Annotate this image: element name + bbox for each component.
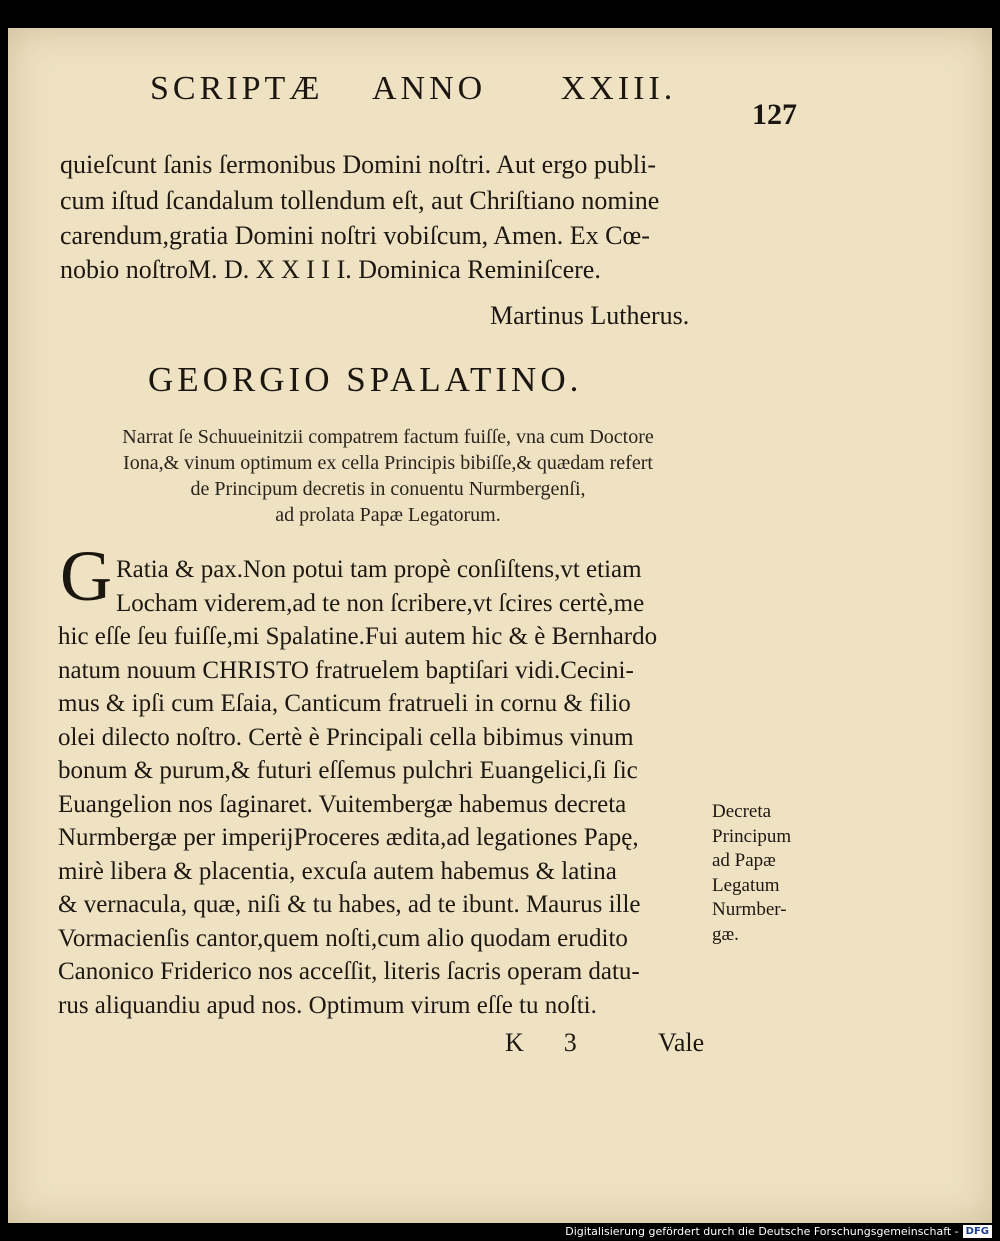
margin-note-line: Principum	[712, 825, 792, 847]
signature: Martinus Lutherus.	[490, 301, 690, 330]
summary-line: de Principum decretis in conuentu Nurmbergenſi,	[190, 478, 586, 500]
text-line: cum iſtud ſcandalum tollendum eſt, aut Chriſtiano nomine	[60, 186, 660, 215]
body-line: Nurmbergæ per imperijProceres ædita,ad legationes Papę,	[58, 824, 639, 851]
margin-note-line: gæ.	[712, 923, 739, 945]
signature-number: 3	[563, 1028, 577, 1057]
running-head-middle: ANNO	[372, 70, 487, 107]
margin-note-line: Decreta	[712, 801, 772, 822]
body-line: hic eſſe ſeu fuiſſe,mi Spalatine.Fui autem hic & è Bernhardo	[58, 623, 658, 650]
body-line: Euangelion nos ſaginaret. Vuitembergæ habemus decreta	[58, 790, 627, 818]
running-head-right: XXIII.	[560, 70, 677, 107]
running-head-left: SCRIPTÆ	[150, 70, 324, 107]
margin-note-line: ad Papæ	[712, 850, 776, 871]
drop-cap: G	[60, 536, 112, 616]
body-line: olei dilecto noſtro. Certè è Principali cella bibimus vinum	[58, 723, 634, 751]
body-line: Ratia & pax.Non potui tam propè conſiſtens,vt etiam	[116, 556, 642, 583]
summary-line: ad prolata Papæ Legatorum.	[275, 504, 501, 526]
body-line: natum nouum CHRISTO fratruelem baptiſari vidi.Cecini-	[58, 656, 634, 684]
text-line: carendum,gratia Domini noſtri vobiſcum, Amen. Ex Cœ-	[60, 221, 650, 250]
text-line: nobio noſtroM. D. X X I I I. Dominica Reminiſcere.	[60, 255, 601, 284]
dfg-logo: DFG	[963, 1225, 992, 1238]
margin-note	[712, 800, 791, 947]
summary-line: Narrat ſe Schuueinitzii compatrem factum fuiſſe, vna cum Doctore	[122, 426, 654, 448]
credit-text: Digitalisierung gefördert durch die Deutsche Forschungsgemeinschaft -	[565, 1225, 959, 1238]
signature-letter: K	[505, 1028, 524, 1057]
letter-heading: GEORGIO SPALATINO.	[148, 360, 583, 399]
signature-mark	[505, 1028, 617, 1058]
body-line: mus & ipſi cum Eſaia, Canticum fratrueli in cornu & filio	[58, 690, 631, 717]
catchword: Vale	[658, 1028, 705, 1057]
letter-body	[58, 553, 657, 1022]
body-line: & vernacula, quæ, niſi & tu habes, ad te ibunt. Maurus ille	[58, 891, 641, 918]
body-line: Locham viderem,ad te non ſcribere,vt ſcires certè,me	[116, 589, 645, 617]
running-head	[150, 70, 676, 108]
folio-number: 127	[752, 98, 797, 131]
margin-note-line: Nurmber-	[712, 899, 787, 920]
body-line: Canonico Friderico nos acceſſit, literis ſacris operam datu-	[58, 958, 640, 985]
body-line: bonum & purum,& futuri eſſemus pulchri Euangelici,ſi ſic	[58, 757, 638, 784]
body-line: Vormacienſis cantor,quem noſti,cum alio quodam erudito	[58, 924, 628, 952]
body-line: mirè libera & placentia, excuſa autem habemus & latina	[58, 857, 617, 885]
margin-note-line: Legatum	[712, 874, 780, 896]
body-line: rus aliquandiu apud nos. Optimum virum eſſe tu noſti.	[58, 991, 597, 1019]
summary-line: Iona,& vinum optimum ex cella Principis bibiſſe,& quædam refert	[123, 452, 653, 474]
text-line: quieſcunt ſanis ſermonibus Domini noſtri. Aut ergo publi-	[60, 150, 657, 179]
digitization-credit	[565, 1225, 992, 1238]
letter-summary	[58, 424, 718, 528]
